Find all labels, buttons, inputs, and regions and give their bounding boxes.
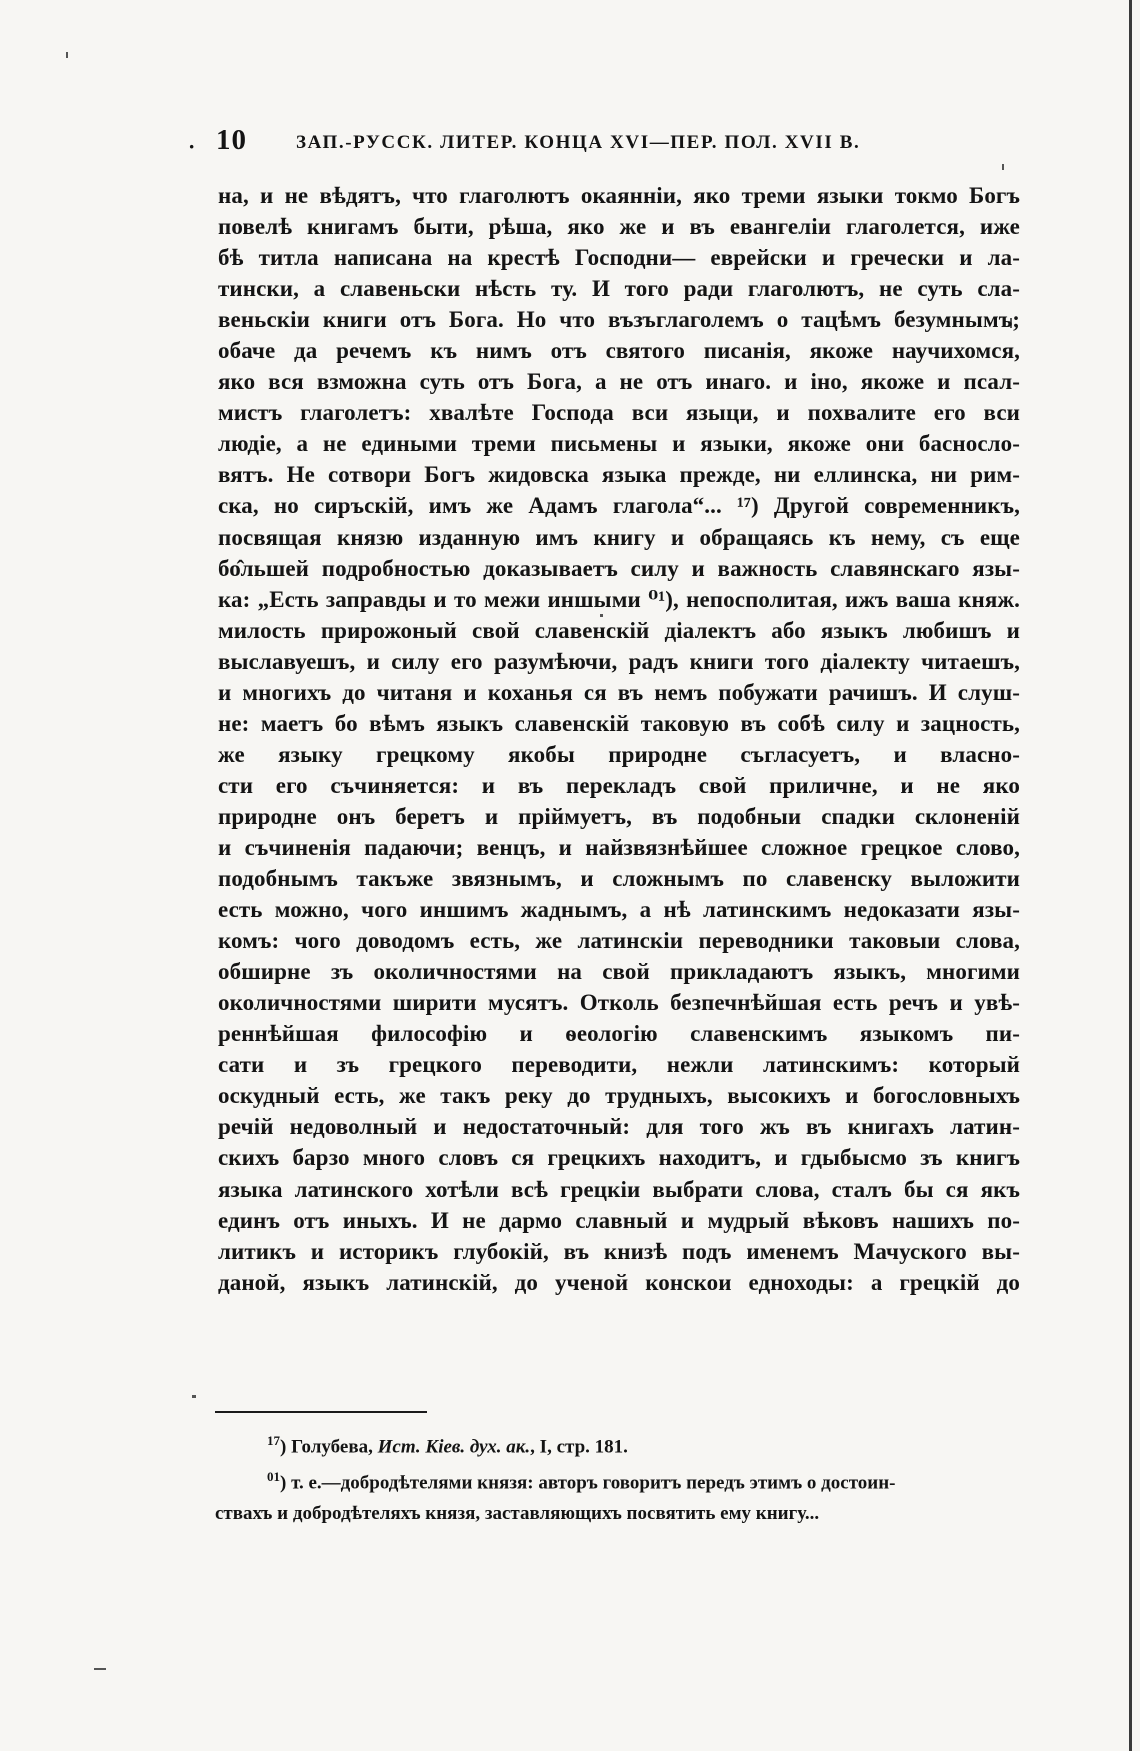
text-line: людіе, а не едиными треми письмены и языки, якоже они баснослo- [218, 431, 1020, 457]
scan-speck [1002, 164, 1004, 170]
scan-speck [192, 1395, 196, 1398]
header-bullet: · [188, 134, 196, 159]
text-line: бо̂льшей подробностью доказываетъ силу и важность славянскаго язы- [218, 555, 1020, 581]
text-line: комъ: чого доводомъ есть, же латинскіи переводники таковыи слова, [218, 928, 1020, 954]
footnote-work: Ист. Кіев. дух. ак. [377, 1436, 531, 1458]
running-title: ЗАП.-РУССК. ЛИТЕР. КОНЦА XVI—ПЕР. ПОЛ. XVII В. [296, 132, 861, 153]
text-line: и съчиненія падаючи; венцъ, и найзвязнѣйшее сложное грецкое слово, [218, 834, 1020, 860]
text-line: яко вся взможна суть отъ Бога, а не отъ инаго. и іно, якоже и псал- [218, 369, 1020, 395]
footnotes [215, 1426, 1035, 1529]
footnote-author: Голубева, [291, 1436, 378, 1458]
text-line: сати и зъ грецкого переводити, нежли латинскимъ: который [218, 1052, 1020, 1078]
text-line: на, и не вѣдятъ, что глаголютъ окаянніи, яко треми языки токмо Богъ [218, 183, 1020, 208]
text-line: языка латинского хотѣли всѣ грецкіи выбрати слова, сталъ бы ся якъ [218, 1176, 1020, 1202]
text-line: оскудный есть, же такъ реку до трудныхъ, высокихъ и богословныхъ [218, 1083, 1020, 1109]
footnote-citation: , I, стр. 181. [530, 1436, 628, 1458]
text-line: единъ отъ иныхъ. И не дармо славный и мудрый вѣковъ нашихъ по- [218, 1207, 1020, 1233]
text-line: же языку грецкому якобы природне съгласуетъ, и власно- [218, 741, 1020, 767]
text-line: обаче да речемъ къ нимъ отъ святого писанія, якоже научихомся, [218, 338, 1020, 364]
text-line: тински, а славеньски нѣсть ту. И того ради глаголютъ, не суть сла- [218, 276, 1020, 302]
text-line: мистъ глаголетъ: хвалѣте Господа вси языци, и похвалите его вси [218, 400, 1020, 426]
scan-speck [94, 1668, 106, 1670]
text-line: повелѣ книгамъ быти, рѣша, яко же и въ евангеліи глаголется, иже [218, 214, 1020, 240]
text-line: скихъ барзо много словъ ся грецкихъ находитъ, и гдыбысмо зъ книгъ [218, 1145, 1020, 1171]
text-line: веньскіи книги отъ Бога. Но что възъглаголемъ о тацѣмъ безумнымъ; [218, 307, 1020, 333]
footnote-01 [215, 1462, 1035, 1498]
text-line: не: маетъ бо вѣмъ языкъ славенскій таковую въ собѣ силу и зацность, [218, 710, 1020, 736]
page-edge-shadow [1129, 0, 1132, 1751]
text-line: подобнымъ такъже звязнымъ, и сложнымъ по славенску выложити [218, 866, 1020, 892]
footnote-01-continuation: ствахъ и добродѣтеляхъ князя, заставляющихъ посвятить ему книгу... [215, 1502, 820, 1524]
footnote-mark: 01 [267, 1469, 280, 1485]
footnote-paren: ) [280, 1472, 287, 1494]
text-line: бѣ титла написана на крестѣ Господни— еврейски и гречески и ла- [218, 245, 1020, 271]
text-line: выславуешъ, и силу его разумѣючи, радъ книги того діалекту читаешъ, [218, 648, 1020, 674]
page-number: 10 [216, 124, 247, 156]
running-head [188, 124, 988, 160]
text-line: природне онъ беретъ и пріймуетъ, въ подобныи спадки склоненій [218, 803, 1020, 829]
footnote-paren: ) [280, 1436, 292, 1458]
text-line: посвящая князю изданную имъ книгу и обращаясь къ нему, съ еще [218, 524, 1020, 550]
text-line: речій недоволный и недостаточный: для того жъ въ книгахъ латин- [218, 1114, 1020, 1140]
text-line: даной, языкъ латинскій, до ученой конскои едноходы: а грецкій до [218, 1269, 1020, 1295]
footnote-mark: 17 [267, 1433, 280, 1448]
footnote-rule [215, 1411, 427, 1413]
text-line: вятъ. Не сотвори Богъ жидовска языка прежде, ни еллинска, ни рим- [218, 462, 1020, 488]
body-text [218, 180, 1020, 1298]
scan-speck [66, 52, 68, 58]
footnote-17 [215, 1426, 1035, 1462]
text-line: сти его съчиняется: и въ перекладъ свой приличне, и не яко [218, 772, 1020, 798]
text-line: околичностями ширити мусятъ. Отколь безпечнѣйшая есть речъ и увѣ- [218, 990, 1020, 1016]
text-line: реннѣйшая философію и ѳеологію славенскимъ языкомъ пи- [218, 1021, 1020, 1047]
footnote-text: т. е.—добродѣтелями князя: авторъ говоритъ передъ этимъ о достоин- [286, 1472, 896, 1494]
text-line: есть можно, чого иншимъ жаднымъ, а нѣ латинскимъ недоказати язы- [218, 897, 1020, 923]
text-line: литикъ и историкъ глубокій, въ книзѣ подъ именемъ Мачускoго вы- [218, 1238, 1020, 1264]
text-line: и многихъ до читаня и коханья ся въ немъ побужати рачишъ. И слуш- [218, 679, 1020, 705]
text-line: обширне зъ околичностями на свой прикладаютъ языкъ, многими [218, 959, 1020, 985]
text-line: ска, но сиръскій, имъ же Адамъ глагола“... ¹⁷) Другой современникъ, [218, 493, 1020, 519]
text-line: милость прирожоный свой славенскій діалектъ або языкъ любишъ и [218, 617, 1020, 643]
text-line: ка: „Есть заправды и то межи иншыми ⁰¹), непосполитая, ижъ ваша княж. [218, 586, 1020, 612]
